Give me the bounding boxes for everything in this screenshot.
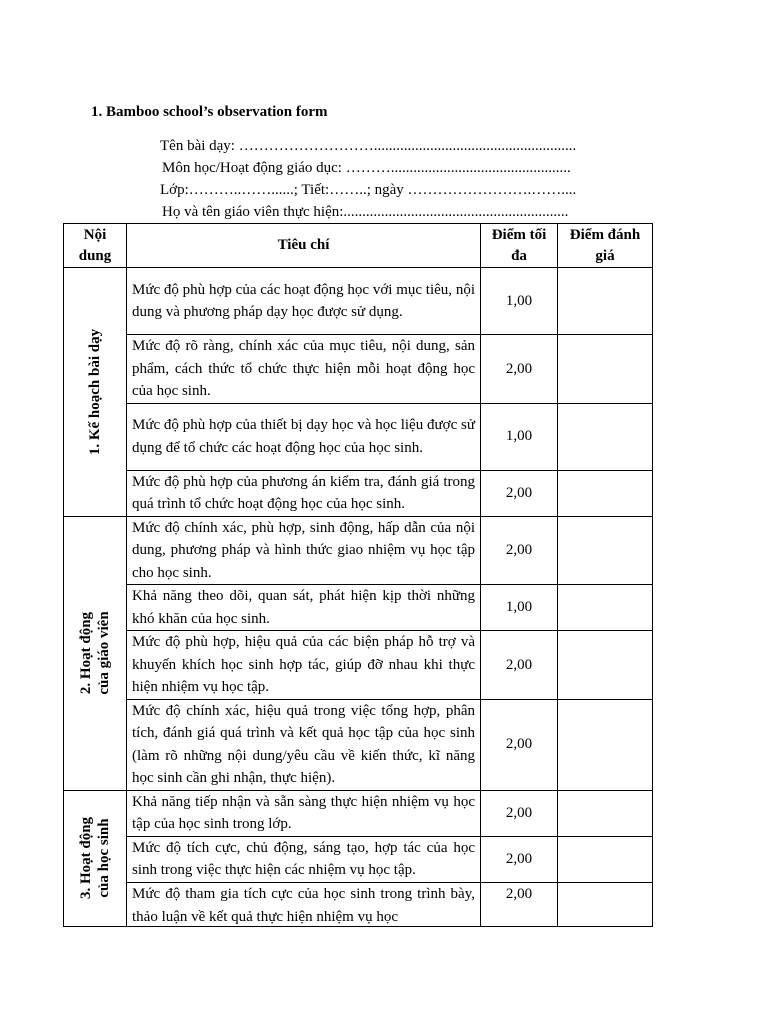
section-label-text: 2. Hoạt động [78, 611, 94, 695]
table-row [64, 699, 653, 790]
table-row [64, 585, 653, 631]
table-row [64, 882, 653, 926]
max-score-cell: 2,00 [481, 631, 558, 700]
teacher-name-line: Họ và tên giáo viên thực hiện:............................................................ [162, 204, 569, 220]
max-score-cell: 2,00 [481, 699, 558, 790]
table-row [64, 631, 653, 700]
criterion-cell: Mức độ phù hợp của thiết bị dạy học và học liệu được sử dụng để tổ chức các hoạt động học của học sinh. [127, 403, 481, 470]
table-row [64, 516, 653, 585]
max-score-cell: 1,00 [481, 268, 558, 335]
criterion-cell: Khả năng theo dõi, quan sát, phát hiện kịp thời những khó khăn của học sinh. [127, 585, 481, 631]
criterion-cell: Mức độ rõ ràng, chính xác của mục tiêu, nội dung, sản phẩm, cách thức tổ chức thực hiện mỗi hoạt động học của học sinh. [127, 335, 481, 404]
table-row [64, 836, 653, 882]
max-score-cell: 1,00 [481, 403, 558, 470]
criterion-cell: Mức độ tích cực, chủ động, sáng tạo, hợp tác của học sinh trong việc thực hiện các nhiệm vụ học tập. [127, 836, 481, 882]
criterion-cell: Mức độ phù hợp, hiệu quả của các biện pháp hỗ trợ và khuyến khích học sinh hợp tác, giúp đỡ nhau khi thực hiện nhiệm vụ học tập. [127, 631, 481, 700]
observation-table [63, 223, 653, 927]
table-row [64, 470, 653, 516]
evaluation-cell[interactable] [558, 790, 653, 836]
table-header-row [64, 224, 653, 268]
evaluation-cell[interactable] [558, 699, 653, 790]
section-label-student-activity [64, 790, 127, 926]
max-score-cell: 2,00 [481, 335, 558, 404]
table-row [64, 403, 653, 470]
section-label-text: 3. Hoạt động [78, 816, 94, 900]
max-score-cell: 2,00 [481, 836, 558, 882]
form-title: 1. Bamboo school’s observation form [91, 104, 328, 120]
evaluation-cell[interactable] [558, 268, 653, 335]
max-score-cell: 2,00 [481, 516, 558, 585]
criterion-cell: Mức độ chính xác, phù hợp, sinh động, hấp dẫn của nội dung, phương pháp và hình thức giao nhiệm vụ học tập cho học sinh. [127, 516, 481, 585]
header-section: Nội dung [64, 224, 127, 268]
class-period-date-line: Lớp:………..……......; Tiết:……..; ngày …………………….…….... [160, 182, 577, 198]
max-score-cell: 2,00 [481, 470, 558, 516]
section-label-teacher-activity [64, 516, 127, 790]
evaluation-cell[interactable] [558, 836, 653, 882]
evaluation-cell[interactable] [558, 516, 653, 585]
criterion-cell-truncated [127, 882, 481, 926]
table-row [64, 790, 653, 836]
section-label-text: 1. Kế hoạch bài dạy [87, 328, 103, 455]
evaluation-cell[interactable] [558, 882, 653, 926]
table-row [64, 268, 653, 335]
criterion-cell: Khả năng tiếp nhận và sẵn sàng thực hiện nhiệm vụ học tập của học sinh trong lớp. [127, 790, 481, 836]
evaluation-cell[interactable] [558, 631, 653, 700]
criterion-text: Mức độ tham gia tích cực của học sinh trong trình bày, thảo luận về kết quả thực hiện nhiệm vụ học [132, 886, 475, 925]
header-criteria: Tiêu chí [127, 224, 481, 268]
evaluation-cell[interactable] [558, 403, 653, 470]
evaluation-cell[interactable] [558, 585, 653, 631]
max-score-cell: 2,00 [481, 790, 558, 836]
max-score-cell: 2,00 [481, 882, 558, 926]
evaluation-cell[interactable] [558, 470, 653, 516]
subject-line: Môn học/Hoạt động giáo dục: ………................................................ [162, 160, 571, 176]
criterion-cell: Mức độ chính xác, hiệu quả trong việc tổng hợp, phân tích, đánh giá quá trình và kết quả học tập của học sinh (làm rõ những nội dung/yêu cầu về kiến thức, kĩ năng học sinh cần ghi nhận, thực hiện). [127, 699, 481, 790]
max-score-cell: 1,00 [481, 585, 558, 631]
criterion-cell: Mức độ phù hợp của các hoạt động học với mục tiêu, nội dung và phương pháp dạy học được sử dụng. [127, 268, 481, 335]
section-label-text: của học sinh [96, 818, 112, 898]
lesson-name-line: Tên bài dạy: ………………………...................................................... [160, 138, 577, 154]
criterion-cell: Mức độ phù hợp của phương án kiểm tra, đánh giá trong quá trình tổ chức hoạt động học của học sinh. [127, 470, 481, 516]
section-label-text: của giáo viên [96, 611, 112, 695]
evaluation-cell[interactable] [558, 335, 653, 404]
section-label-lesson-plan [64, 268, 127, 517]
header-evaluation: Điểm đánh giá [558, 224, 653, 268]
table-row [64, 335, 653, 404]
header-max-score: Điểm tối đa [481, 224, 558, 268]
